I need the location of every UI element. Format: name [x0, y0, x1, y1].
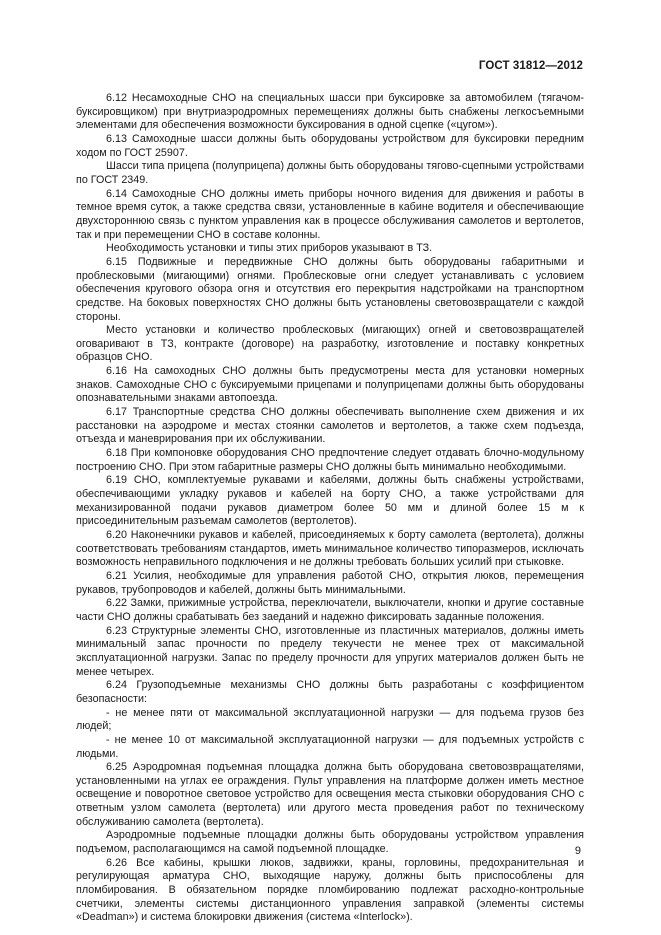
paragraph-6-23: 6.23 Структурные элементы СНО, изготовленные из пластичных материалов, должны иметь минимальный запас прочности по пределу текучести не менее трех от максимальной эксплуатационной нагрузки. Запас по пределу прочности для упругих материалов должен быть не менее четырех.	[76, 624, 584, 678]
paragraph-6-18: 6.18 При компоновке оборудования СНО предпочтение следует отдавать блочно-модульному построению СНО. При этом габаритные размеры СНО должны быть минимально необходимыми.	[76, 447, 584, 473]
paragraph-6-24: 6.24 Грузоподъемные механизмы СНО должны быть разработаны с коэффициентом безопасности:	[76, 679, 584, 705]
paragraph-6-15: 6.15 Подвижные и передвижные СНО должны быть оборудованы габаритными и проблесковыми (мигающими) огнями. Проблесковые огни следует устанавливать с условием обеспечения кругового обзора огня и отсутствия его перекрытия надстройками на транспортном средстве. На боковых поверхностях СНО должны быть установлены световозвращатели с каждой стороны.	[76, 255, 584, 323]
paragraph-6-13-trailer: Шасси типа прицепа (полуприцепа) должны быть оборудованы тягово-сцепными устройствами по ГОСТ 2349.	[76, 160, 584, 186]
page-number: 9	[574, 845, 581, 857]
paragraph-6-25-note: Аэродромные подъемные площадки должны быть оборудованы устройством управления подъемом, располагающимся на самой подъемной площадке.	[76, 829, 584, 856]
paragraph-6-13: 6.13 Самоходные шасси должны быть оборудованы устройством для буксировки передним ходом по ГОСТ 25907.	[76, 132, 584, 159]
paragraph-6-21: 6.21 Усилия, необходимые для управления работой СНО, открытия люков, перемещения рукавов, трубопроводов и кабелей, должны быть минимальными.	[76, 569, 584, 596]
list-item-no-people: - не менее пяти от максимальной эксплуатационной нагрузки — для подъема грузов без людей;	[76, 706, 584, 733]
paragraph-6-16: 6.16 На самоходных СНО должны быть предусмотрены места для установки номерных знаков. Самоходные СНО с буксируемыми прицепами и полуприцепами должны быть оборудованы опознавательными знаками автопоезда.	[76, 365, 584, 405]
paragraph-6-15-note: Место установки и количество проблесковых (мигающих) огней и световозвращателей оговаривают в ТЗ, контракте (договоре) на разработку, изготовление и поставку конкретных образцов СНО.	[76, 324, 584, 364]
paragraph-6-26: 6.26 Все кабины, крышки люков, задвижки, краны, горловины, предохранительная и регулирующая арматура СНО, выходящие наружу, должны быть приспособлены для пломбирования. В обязательном порядке пломбированию подлежат расходно-контрольные счетчики, элементы системы дистанционного управления заправкой (элементы системы «Deadman») и система блокировки движения (система «Interlock»).	[76, 856, 584, 924]
paragraph-6-19: 6.19 СНО, комплектуемые рукавами и кабелями, должны быть снабжены устройствами, обеспечивающими укладку рукавов и кабелей на борту СНО, а также устройствами для механизированной подачи рукавов диаметром более 50 мм и длиной более 15 м к присоединительным разъемам самолетов (вертолетов).	[76, 474, 584, 528]
paragraph-6-25: 6.25 Аэродромная подъемная площадка должна быть оборудована световозвращателями, установленными на углах ее ограждения. Пульт управления на платформе должен иметь местное освещение и поворотное световое устройство для освещения места стыковки оборудования СНО с ответным узлом самолета (вертолета) или другого места проведения работ по техническому обслуживанию самолета (вертолета).	[76, 761, 584, 828]
paragraph-6-20: 6.20 Наконечники рукавов и кабелей, присоединяемых к борту самолета (вертолета), должны соответствовать требованиям стандартов, иметь минимальное количество типоразмеров, исключать возможность неправильного подключения и не должны требовать больших усилий при стыковке.	[76, 529, 584, 569]
paragraph-6-14-note: Необходимость установки и типы этих приборов указывают в ТЗ.	[106, 242, 433, 255]
paragraph-6-12: 6.12 Несамоходные СНО на специальных шасси при буксировке за автомобилем (тягачом-буксировщиком) при внутриаэродромных перемещениях должны быть снабжены легкосъемными элементами для обеспечения возможности буксирования в одной сцепке («цугом»).	[76, 92, 584, 132]
paragraph-6-22: 6.22 Замки, прижимные устройства, переключатели, выключатели, кнопки и другие составные части СНО должны срабатывать без заеданий и надежно фиксировать заданные положения.	[76, 597, 584, 623]
list-item-with-people: - не менее 10 от максимальной эксплуатационной нагрузки — для подъемных устройств с людьми.	[76, 733, 584, 760]
paragraph-6-14: 6.14 Самоходные СНО должны иметь приборы ночного видения для движения и работы в темное время суток, а также средства связи, установленные в кабине водителя и обеспечивающие двухстороннюю связь с пунктом управления как в процессе обслуживания самолетов и вертолетов, так и при перемещении СНО в составе колонны.	[76, 187, 584, 241]
paragraph-6-17: 6.17 Транспортные средства СНО должны обеспечивать выполнение схем движения и их расстановки на аэродроме и местах стоянки самолетов и вертолетов, а также схем подъезда, отъезда и маневрирования при их обслуживании.	[76, 406, 584, 446]
document-body	[76, 92, 584, 925]
document-header-standard: ГОСТ 31812—2012	[478, 60, 583, 72]
